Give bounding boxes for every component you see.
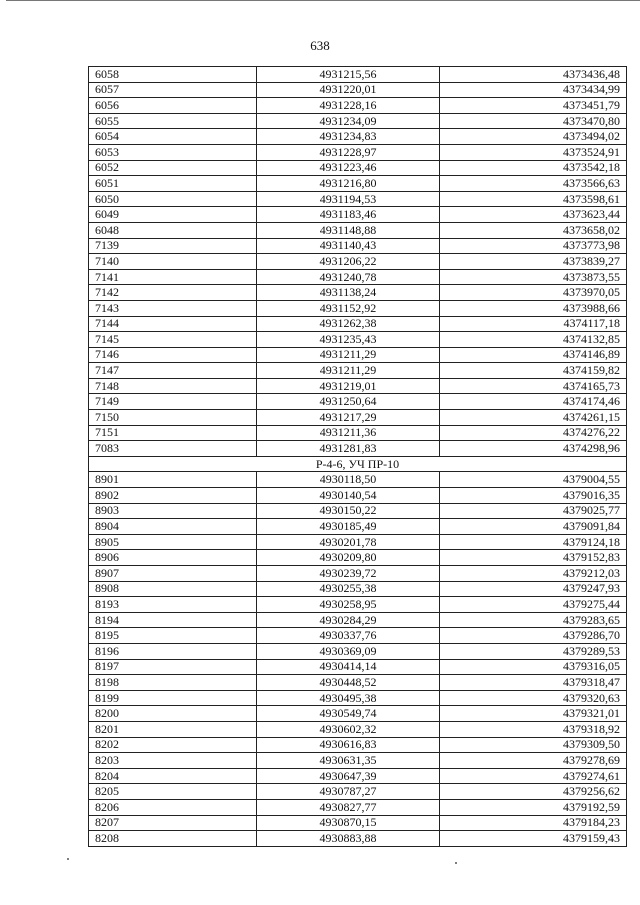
y-coordinate-cell: 4379256,62 — [440, 784, 627, 800]
y-coordinate-cell: 4379316,05 — [440, 659, 627, 675]
x-coordinate-cell: 4931206,22 — [257, 254, 440, 270]
table-row — [89, 207, 627, 223]
point-number-cell: 8202 — [89, 737, 257, 753]
y-coordinate-cell: 4373658,02 — [440, 222, 627, 238]
table-row — [89, 441, 627, 457]
y-coordinate-cell: 4373524,91 — [440, 144, 627, 160]
x-coordinate-cell: 4931228,97 — [257, 144, 440, 160]
y-coordinate-cell: 4374159,82 — [440, 363, 627, 379]
table-row — [89, 472, 627, 488]
x-coordinate-cell: 4930255,38 — [257, 581, 440, 597]
x-coordinate-cell: 4931215,56 — [257, 67, 440, 83]
table-row — [89, 378, 627, 394]
top-border-line — [6, 0, 640, 1]
x-coordinate-cell: 4931183,46 — [257, 207, 440, 223]
x-coordinate-cell: 4930140,54 — [257, 488, 440, 504]
y-coordinate-cell: 4379192,59 — [440, 799, 627, 815]
x-coordinate-cell: 4931219,01 — [257, 378, 440, 394]
y-coordinate-cell: 4379275,44 — [440, 597, 627, 613]
x-coordinate-cell: 4931234,09 — [257, 113, 440, 129]
x-coordinate-cell: 4930883,88 — [257, 831, 440, 847]
y-coordinate-cell: 4374298,96 — [440, 441, 627, 457]
y-coordinate-cell: 4373839,27 — [440, 254, 627, 270]
table-row — [89, 222, 627, 238]
x-coordinate-cell: 4930337,76 — [257, 628, 440, 644]
point-number-cell: 8204 — [89, 768, 257, 784]
point-number-cell: 8902 — [89, 488, 257, 504]
x-coordinate-cell: 4930495,38 — [257, 690, 440, 706]
y-coordinate-cell: 4374165,73 — [440, 378, 627, 394]
y-coordinate-cell: 4373988,66 — [440, 300, 627, 316]
table-row — [89, 612, 627, 628]
x-coordinate-cell: 4930239,72 — [257, 566, 440, 582]
point-number-cell: 7083 — [89, 441, 257, 457]
point-number-cell: 6055 — [89, 113, 257, 129]
x-coordinate-cell: 4930616,83 — [257, 737, 440, 753]
x-coordinate-cell: 4930150,22 — [257, 503, 440, 519]
x-coordinate-cell: 4930284,29 — [257, 612, 440, 628]
y-coordinate-cell: 4379016,35 — [440, 488, 627, 504]
table-row — [89, 753, 627, 769]
y-coordinate-cell: 4379159,43 — [440, 831, 627, 847]
point-number-cell: 8199 — [89, 690, 257, 706]
x-coordinate-cell: 4931240,78 — [257, 269, 440, 285]
y-coordinate-cell: 4379091,84 — [440, 519, 627, 535]
point-number-cell: 8907 — [89, 566, 257, 582]
table-row — [89, 300, 627, 316]
table-row — [89, 643, 627, 659]
x-coordinate-cell: 4931211,36 — [257, 425, 440, 441]
point-number-cell: 8194 — [89, 612, 257, 628]
point-number-cell: 6050 — [89, 191, 257, 207]
table-row — [89, 815, 627, 831]
y-coordinate-cell: 4379004,55 — [440, 472, 627, 488]
x-coordinate-cell: 4930549,74 — [257, 706, 440, 722]
point-number-cell: 7139 — [89, 238, 257, 254]
table-row — [89, 488, 627, 504]
table-row — [89, 129, 627, 145]
point-number-cell: 7146 — [89, 347, 257, 363]
point-number-cell: 8206 — [89, 799, 257, 815]
point-number-cell: 8903 — [89, 503, 257, 519]
x-coordinate-cell: 4931235,43 — [257, 332, 440, 348]
y-coordinate-cell: 4379152,83 — [440, 550, 627, 566]
table-row — [89, 737, 627, 753]
x-coordinate-cell: 4931194,53 — [257, 191, 440, 207]
x-coordinate-cell: 4930870,15 — [257, 815, 440, 831]
point-number-cell: 7142 — [89, 285, 257, 301]
point-number-cell: 7140 — [89, 254, 257, 270]
table-row — [89, 503, 627, 519]
y-coordinate-cell: 4373773,98 — [440, 238, 627, 254]
y-coordinate-cell: 4379124,18 — [440, 534, 627, 550]
x-coordinate-cell: 4931217,29 — [257, 410, 440, 426]
table-row — [89, 566, 627, 582]
point-number-cell: 6051 — [89, 176, 257, 192]
coordinates-table — [88, 66, 627, 847]
x-coordinate-cell: 4930201,78 — [257, 534, 440, 550]
table-row — [89, 98, 627, 114]
x-coordinate-cell: 4931228,16 — [257, 98, 440, 114]
point-number-cell: 8195 — [89, 628, 257, 644]
table-row — [89, 799, 627, 815]
point-number-cell: 8904 — [89, 519, 257, 535]
table-row — [89, 410, 627, 426]
table-row — [89, 721, 627, 737]
table-row — [89, 597, 627, 613]
point-number-cell: 8198 — [89, 675, 257, 691]
section-label: Р-4-6, УЧ ПР-10 — [89, 456, 627, 472]
y-coordinate-cell: 4373434,99 — [440, 82, 627, 98]
y-coordinate-cell: 4379025,77 — [440, 503, 627, 519]
y-coordinate-cell: 4379247,93 — [440, 581, 627, 597]
y-coordinate-cell: 4379309,50 — [440, 737, 627, 753]
x-coordinate-cell: 4930118,50 — [257, 472, 440, 488]
x-coordinate-cell: 4930448,52 — [257, 675, 440, 691]
x-coordinate-cell: 4931148,88 — [257, 222, 440, 238]
table-row — [89, 784, 627, 800]
y-coordinate-cell: 4373451,79 — [440, 98, 627, 114]
point-number-cell: 7143 — [89, 300, 257, 316]
point-number-cell: 7149 — [89, 394, 257, 410]
y-coordinate-cell: 4374146,89 — [440, 347, 627, 363]
x-coordinate-cell: 4931211,29 — [257, 363, 440, 379]
point-number-cell: 6053 — [89, 144, 257, 160]
x-coordinate-cell: 4930209,80 — [257, 550, 440, 566]
y-coordinate-cell: 4379318,47 — [440, 675, 627, 691]
y-coordinate-cell: 4373566,63 — [440, 176, 627, 192]
table-row — [89, 706, 627, 722]
x-coordinate-cell: 4931140,43 — [257, 238, 440, 254]
x-coordinate-cell: 4930414,14 — [257, 659, 440, 675]
x-coordinate-cell: 4931250,64 — [257, 394, 440, 410]
x-coordinate-cell: 4930631,35 — [257, 753, 440, 769]
point-number-cell: 8207 — [89, 815, 257, 831]
x-coordinate-cell: 4931262,38 — [257, 316, 440, 332]
point-number-cell: 6057 — [89, 82, 257, 98]
y-coordinate-cell: 4374261,15 — [440, 410, 627, 426]
point-number-cell: 8197 — [89, 659, 257, 675]
table-row — [89, 67, 627, 83]
x-coordinate-cell: 4930185,49 — [257, 519, 440, 535]
table-row — [89, 581, 627, 597]
point-number-cell: 7144 — [89, 316, 257, 332]
x-coordinate-cell: 4931220,01 — [257, 82, 440, 98]
y-coordinate-cell: 4379286,70 — [440, 628, 627, 644]
x-coordinate-cell: 4931234,83 — [257, 129, 440, 145]
scan-speck — [67, 858, 69, 860]
y-coordinate-cell: 4373598,61 — [440, 191, 627, 207]
x-coordinate-cell: 4931138,24 — [257, 285, 440, 301]
table-row — [89, 254, 627, 270]
y-coordinate-cell: 4373494,02 — [440, 129, 627, 145]
x-coordinate-cell: 4931216,80 — [257, 176, 440, 192]
point-number-cell: 8901 — [89, 472, 257, 488]
table-row — [89, 316, 627, 332]
table-row — [89, 191, 627, 207]
point-number-cell: 7151 — [89, 425, 257, 441]
x-coordinate-cell: 4931211,29 — [257, 347, 440, 363]
point-number-cell: 8193 — [89, 597, 257, 613]
point-number-cell: 6049 — [89, 207, 257, 223]
table-row — [89, 768, 627, 784]
point-number-cell: 7148 — [89, 378, 257, 394]
y-coordinate-cell: 4379212,03 — [440, 566, 627, 582]
y-coordinate-cell: 4374132,85 — [440, 332, 627, 348]
y-coordinate-cell: 4373470,80 — [440, 113, 627, 129]
table-row — [89, 160, 627, 176]
table-row — [89, 113, 627, 129]
y-coordinate-cell: 4373623,44 — [440, 207, 627, 223]
section-header-row — [89, 456, 627, 472]
x-coordinate-cell: 4931281,83 — [257, 441, 440, 457]
point-number-cell: 8205 — [89, 784, 257, 800]
point-number-cell: 8905 — [89, 534, 257, 550]
x-coordinate-cell: 4931223,46 — [257, 160, 440, 176]
point-number-cell: 6054 — [89, 129, 257, 145]
y-coordinate-cell: 4374174,46 — [440, 394, 627, 410]
point-number-cell: 8908 — [89, 581, 257, 597]
table-row — [89, 425, 627, 441]
point-number-cell: 8200 — [89, 706, 257, 722]
table-row — [89, 285, 627, 301]
table-row — [89, 332, 627, 348]
y-coordinate-cell: 4373970,05 — [440, 285, 627, 301]
table-row — [89, 176, 627, 192]
table-row — [89, 690, 627, 706]
x-coordinate-cell: 4930258,95 — [257, 597, 440, 613]
table-row — [89, 519, 627, 535]
table-row — [89, 534, 627, 550]
point-number-cell: 8906 — [89, 550, 257, 566]
table-row — [89, 675, 627, 691]
y-coordinate-cell: 4374117,18 — [440, 316, 627, 332]
table-row — [89, 363, 627, 379]
y-coordinate-cell: 4373873,55 — [440, 269, 627, 285]
y-coordinate-cell: 4379318,92 — [440, 721, 627, 737]
x-coordinate-cell: 4930647,39 — [257, 768, 440, 784]
table-row — [89, 238, 627, 254]
x-coordinate-cell: 4930827,77 — [257, 799, 440, 815]
point-number-cell: 6052 — [89, 160, 257, 176]
y-coordinate-cell: 4379321,01 — [440, 706, 627, 722]
table-row — [89, 144, 627, 160]
point-number-cell: 8208 — [89, 831, 257, 847]
table-row — [89, 347, 627, 363]
point-number-cell: 7141 — [89, 269, 257, 285]
table-row — [89, 831, 627, 847]
x-coordinate-cell: 4930602,32 — [257, 721, 440, 737]
table-row — [89, 82, 627, 98]
point-number-cell: 8201 — [89, 721, 257, 737]
y-coordinate-cell: 4379274,61 — [440, 768, 627, 784]
x-coordinate-cell: 4930369,09 — [257, 643, 440, 659]
y-coordinate-cell: 4374276,22 — [440, 425, 627, 441]
point-number-cell: 7147 — [89, 363, 257, 379]
point-number-cell: 6048 — [89, 222, 257, 238]
y-coordinate-cell: 4373436,48 — [440, 67, 627, 83]
y-coordinate-cell: 4379184,23 — [440, 815, 627, 831]
x-coordinate-cell: 4931152,92 — [257, 300, 440, 316]
table-row — [89, 550, 627, 566]
table-row — [89, 394, 627, 410]
point-number-cell: 6056 — [89, 98, 257, 114]
table-row — [89, 269, 627, 285]
point-number-cell: 6058 — [89, 67, 257, 83]
point-number-cell: 7150 — [89, 410, 257, 426]
page-number: 638 — [310, 38, 330, 53]
point-number-cell: 7145 — [89, 332, 257, 348]
point-number-cell: 8203 — [89, 753, 257, 769]
y-coordinate-cell: 4373542,18 — [440, 160, 627, 176]
y-coordinate-cell: 4379320,63 — [440, 690, 627, 706]
x-coordinate-cell: 4930787,27 — [257, 784, 440, 800]
scan-speck — [455, 862, 457, 864]
y-coordinate-cell: 4379283,65 — [440, 612, 627, 628]
y-coordinate-cell: 4379278,69 — [440, 753, 627, 769]
point-number-cell: 8196 — [89, 643, 257, 659]
table-row — [89, 659, 627, 675]
coordinates-table-body — [89, 67, 627, 847]
table-row — [89, 628, 627, 644]
y-coordinate-cell: 4379289,53 — [440, 643, 627, 659]
